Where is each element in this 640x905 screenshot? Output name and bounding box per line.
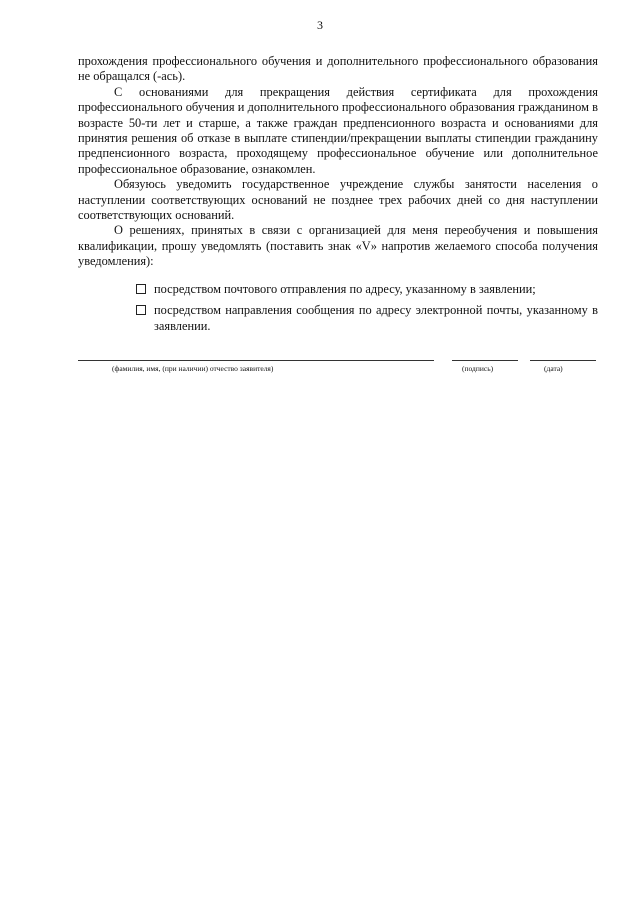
postal-notification-checkbox[interactable] [136, 284, 146, 294]
option-email-notification [78, 303, 598, 334]
email-notification-checkbox[interactable] [136, 305, 146, 315]
name-caption: (фамилия, имя, (при наличии) отчество заявителя) [112, 364, 274, 373]
paragraph-education-not-applied: прохождения профессионального обучения и дополнительного профессионального образования не обращался (-ась). [78, 54, 598, 84]
date-line [530, 360, 596, 361]
option-postal-label: посредством почтового отправления по адресу, указанному в заявлении; [154, 281, 536, 296]
signature-caption: (подпись) [462, 364, 494, 373]
signature-block [0, 356, 640, 376]
paragraph-notification-request: О решениях, принятых в связи с организацией для меня переобучения и повышения квалификации, прошу уведомлять (поставить знак «V» напротив желаемого способа получения уведомления): [78, 223, 598, 269]
paragraph-notify-obligation: Обязуюсь уведомить государственное учреждение службы занятости населения о наступлении соответствующих оснований не позднее трех рабочих дней со дня наступлении соответствующих оснований. [78, 177, 598, 223]
option-email-label: посредством направления сообщения по адресу электронной почты, указанному в заявлении. [154, 303, 598, 333]
document-body [78, 54, 598, 334]
signature-line [452, 360, 518, 361]
name-line [78, 360, 434, 361]
option-postal-notification [78, 282, 598, 297]
page-number: 3 [317, 18, 323, 32]
paragraph-certificate-grounds: С основаниями для прекращения действия сертификата для прохождения профессионального обучения и дополнительного профессионального образования гражданином в возрасте 50-ти лет и старше, а также граждан предпенсионного возраста и основаниями для принятия решения об отказе в выплате стипендии/прекращении выплаты стипендии гражданину предпенсионного возраста, проходящему профессиональное обучение или дополнительное профессиональное образование, ознакомлен. [78, 84, 598, 176]
date-caption: (дата) [544, 364, 563, 373]
